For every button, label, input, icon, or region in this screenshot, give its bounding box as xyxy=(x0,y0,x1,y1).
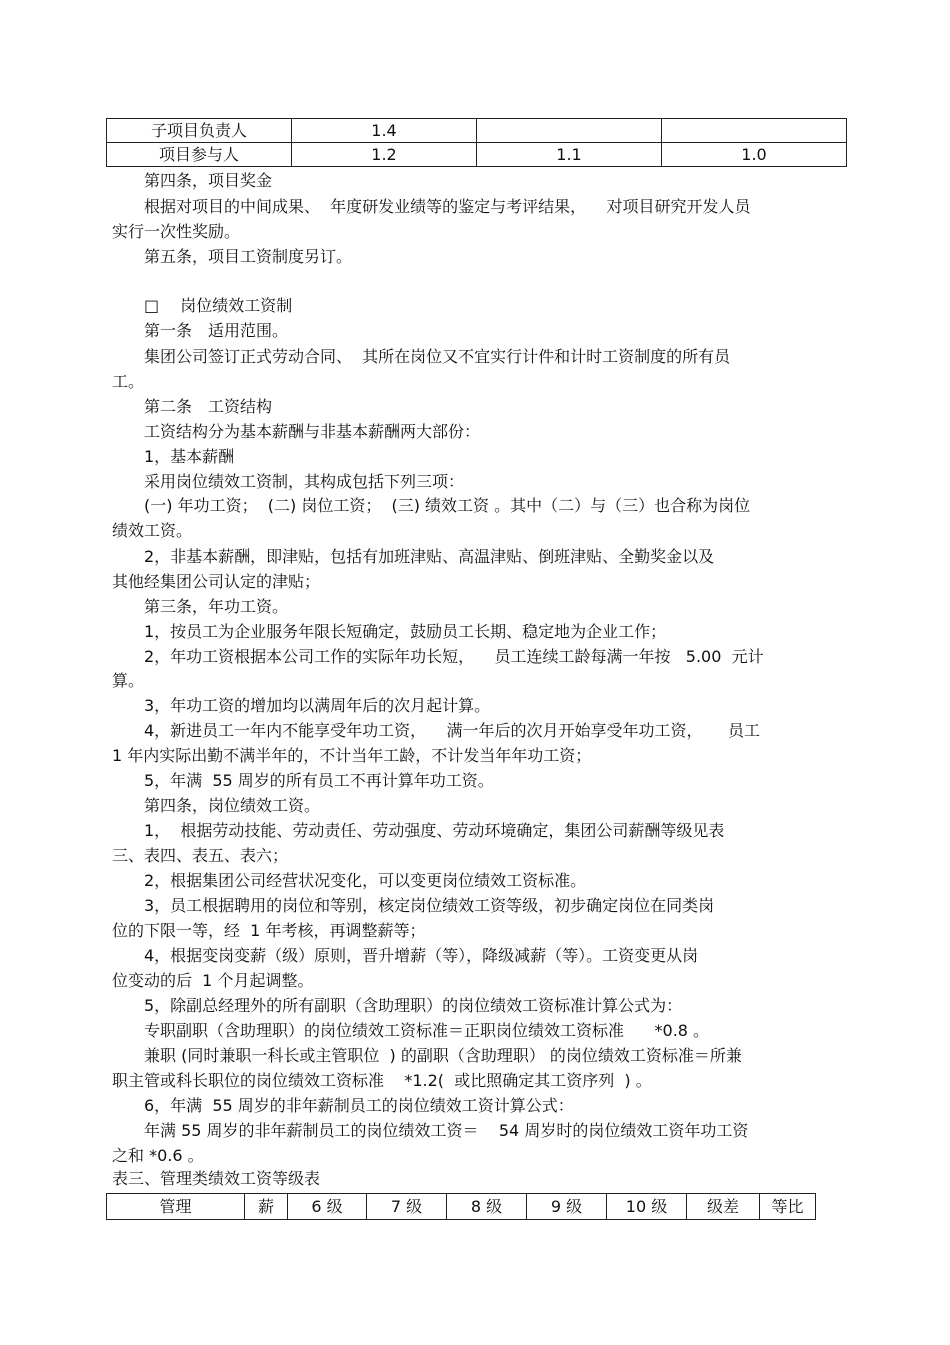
text-line: 5，年满 55 周岁的所有员工不再计算年功工资。 xyxy=(112,771,494,790)
text-line: (一) 年功工资； (二) 岗位工资； (三) 绩效工资 。其中（二）与（三）也合称为岗位 xyxy=(112,496,751,515)
table-cell: 1.1 xyxy=(477,143,662,167)
table-header-cell: 级差 xyxy=(687,1194,760,1220)
text-line: 第三条，年功工资。 xyxy=(112,597,289,616)
text-line: 位的下限一等，经 1 年考核，再调整薪等； xyxy=(112,921,426,940)
text-line: 实行一次性奖励。 xyxy=(112,222,241,241)
table-header-cell: 10 级 xyxy=(607,1194,687,1220)
table-header-cell: 9 级 xyxy=(527,1194,607,1220)
table-header-cell: 薪 xyxy=(245,1194,288,1220)
text-line: 职主管或科长职位的岗位绩效工资标准 *1.2( 或比照确定其工资序列 ) 。 xyxy=(112,1071,652,1090)
text-line: 第四条，项目奖金 xyxy=(112,171,273,190)
text-line: 兼职 (同时兼职一科长或主管职位 ) 的副职（含助理职） 的岗位绩效工资标准＝所兼 xyxy=(112,1046,742,1065)
text-line: 第二条 工资结构 xyxy=(112,397,273,416)
table-header-cell: 管理 xyxy=(107,1194,245,1220)
text-line: 4，新进员工一年内不能享受年功工资， 满一年后的次月开始享受年功工资， 员工 xyxy=(112,721,760,740)
text-line: 第四条，岗位绩效工资。 xyxy=(112,796,321,815)
table-cell: 1.0 xyxy=(662,143,847,167)
text-line: 3，年功工资的增加均以满周年后的次月起计算。 xyxy=(112,696,491,715)
text-line: 1，按员工为企业服务年限长短确定，鼓励员工长期、稳定地为企业工作； xyxy=(112,622,667,641)
section-heading: □ 岗位绩效工资制 xyxy=(112,296,293,315)
salary-grade-table xyxy=(106,1193,816,1220)
table-cell: 1.2 xyxy=(292,143,477,167)
text-line: 6，年满 55 周岁的非年薪制员工的岗位绩效工资计算公式： xyxy=(112,1096,574,1115)
table-cell: 项目参与人 xyxy=(107,143,292,167)
text-line: 绩效工资。 xyxy=(112,521,193,540)
table-row xyxy=(107,143,847,167)
text-line: 2，年功工资根据本公司工作的实际年功长短， 员工连续工龄每满一年按 5.00 元计 xyxy=(112,647,764,666)
text-line: 1，基本薪酬 xyxy=(112,447,235,466)
text-line: 专职副职（含助理职）的岗位绩效工资标准＝正职岗位绩效工资标准 *0.8 。 xyxy=(112,1021,710,1040)
text-line: 采用岗位绩效工资制，其构成包括下列三项： xyxy=(112,472,465,491)
text-line: 1， 根据劳动技能、劳动责任、劳动强度、劳动环境确定，集团公司薪酬等级见表 xyxy=(112,821,725,840)
text-line: 集团公司签订正式劳动合同、 其所在岗位又不宜实行计件和计时工资制度的所有员 xyxy=(112,347,731,366)
table-header-cell: 6 级 xyxy=(288,1194,367,1220)
text-line: 三、表四、表五、表六； xyxy=(112,846,289,865)
table-header-cell: 7 级 xyxy=(367,1194,447,1220)
text-line: 年满 55 周岁的非年薪制员工的岗位绩效工资＝ 54 周岁时的岗位绩效工资年功工资 xyxy=(112,1121,749,1140)
text-line: 3，员工根据聘用的岗位和等别，核定岗位绩效工资等级，初步确定岗位在同类岗 xyxy=(112,896,715,915)
table-header-cell: 8 级 xyxy=(447,1194,527,1220)
text-line: 第五条，项目工资制度另订。 xyxy=(112,247,353,266)
text-line: 工。 xyxy=(112,372,145,391)
text-line: 其他经集团公司认定的津贴； xyxy=(112,572,321,591)
text-line: 5，除副总经理外的所有副职（含助理职）的岗位绩效工资标准计算公式为： xyxy=(112,996,683,1015)
coefficient-table xyxy=(106,118,847,167)
table-cell xyxy=(662,119,847,143)
text-line: 1 年内实际出勤不满半年的，不计当年工龄，不计发当年年功工资； xyxy=(112,746,592,765)
table-header-cell: 等比 xyxy=(760,1194,816,1220)
text-line: 4，根据变岗变薪（级）原则，晋升增薪（等），降级减薪（等）。工资变更从岗 xyxy=(112,946,699,965)
table-row xyxy=(107,119,847,143)
table-header-row xyxy=(107,1194,816,1220)
text-line: 2，根据集团公司经营状况变化，可以变更岗位绩效工资标准。 xyxy=(112,871,587,890)
text-line: 根据对项目的中间成果、 年度研发业绩等的鉴定与考评结果， 对项目研究开发人员 xyxy=(112,197,751,216)
table-cell: 子项目负责人 xyxy=(107,119,292,143)
text-line: 位变动的后 1 个月起调整。 xyxy=(112,971,314,990)
table-cell xyxy=(477,119,662,143)
text-line: 算。 xyxy=(112,671,145,690)
table-caption: 表三、管理类绩效工资等级表 xyxy=(112,1169,321,1188)
text-line: 工资结构分为基本薪酬与非基本薪酬两大部份： xyxy=(112,422,481,441)
text-line: 之和 *0.6 。 xyxy=(112,1146,204,1165)
text-line: 2，非基本薪酬，即津贴，包括有加班津贴、高温津贴、倒班津贴、全勤奖金以及 xyxy=(112,547,715,566)
text-line: 第一条 适用范围。 xyxy=(112,321,289,340)
table-cell: 1.4 xyxy=(292,119,477,143)
